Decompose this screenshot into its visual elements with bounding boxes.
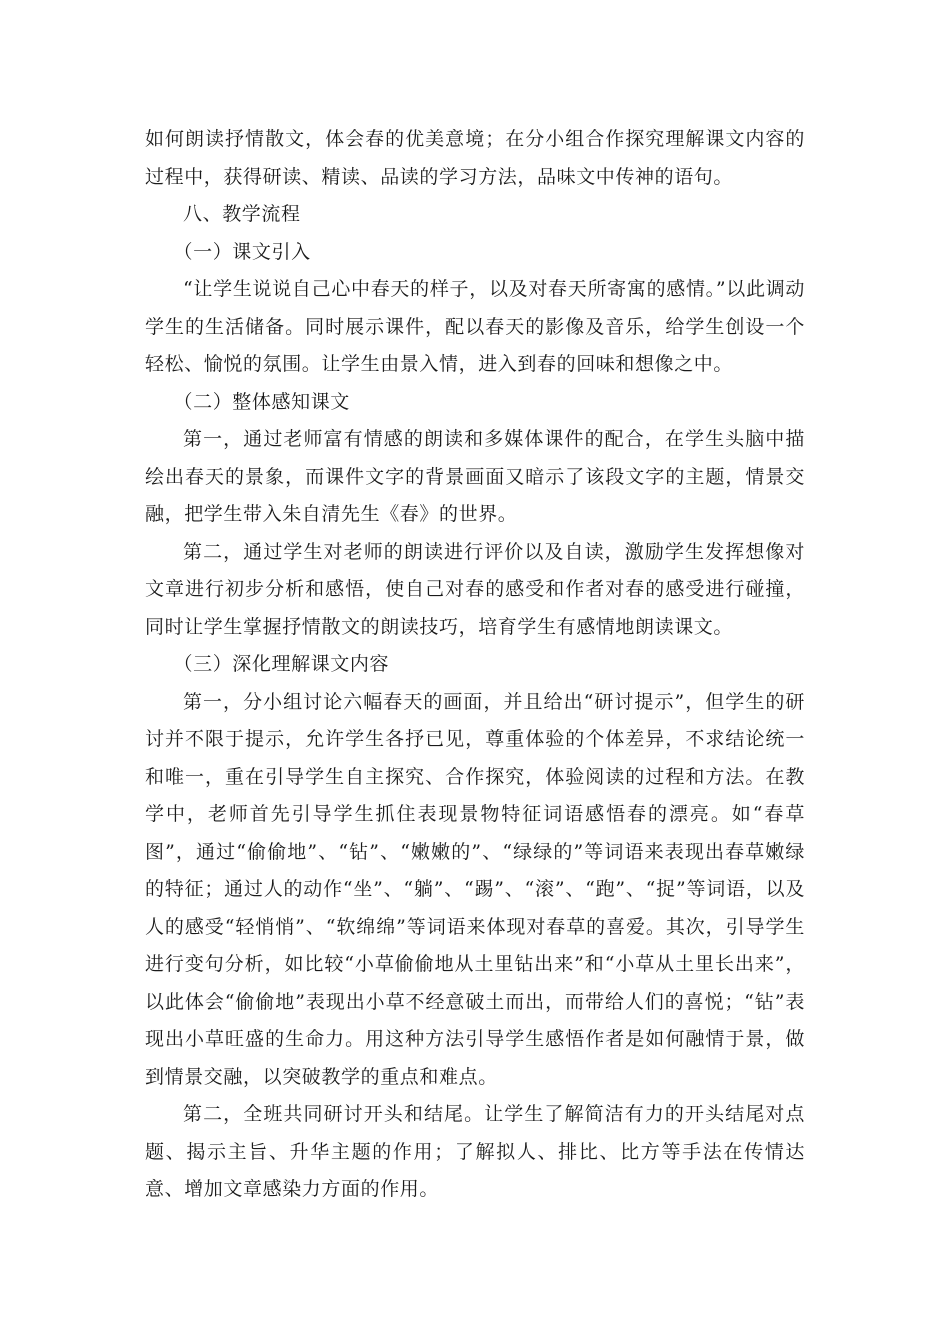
paragraph-understanding-second: 第二，全班共同研讨开头和结尾。让学生了解简洁有力的开头结尾对点题、揭示主旨、升华主题的作用；了解拟人、排比、比方等手法在传情达意、增加文章感染力方面的作用。 <box>145 1103 805 1200</box>
paragraph-understanding-first: 第一，分小组讨论六幅春天的画面，并且给出“研讨提示”，但学生的研讨并不限于提示，允许学生各抒已见，尊重体验的个体差异，不求结论统一和唯一，重在引导学生自主探究、合作探究，体验阅读的过程和方法。在教学中，老师首先引导学生抓住表现景物特征词语感悟春的漂亮。如“春草图”，通过“偷偷地”、“钻”、“嫩嫩的”、“绿绿的”等词语来表现出春草嫩绿的特征；通过人的动作“坐”、“躺”、“踢”、“滚”、“跑”、“捉”等词语，以及人的感受“轻悄悄”、“软绵绵”等词语来体现对春草的喜爱。其次，引导学生进行变句分析，如比较“小草偷偷地从土里钻出来”和“小草从土里长出来”，以此体会“偷偷地”表现出小草不经意破土而出，而带给人们的喜悦；“钻”表现出小草旺盛的生命力。用这种方法引导学生感悟作者是如何融情于景，做到情景交融，以突破教学的重点和难点。 <box>145 690 805 1088</box>
paragraph-continued: 如何朗读抒情散文，体会春的优美意境；在分小组合作探究理解课文内容的过程中，获得研读、精读、品读的学习方法，品味文中传神的语句。 <box>145 128 805 188</box>
paragraph-lesson-intro: “让学生说说自己心中春天的样子，以及对春天所寄寓的感情。”以此调动学生的生活储备。同时展示课件，配以春天的影像及音乐，给学生创设一个轻松、愉悦的氛围。让学生由景入情，进入到春的回味和想像之中。 <box>145 278 805 375</box>
paragraph-perception-second: 第二，通过学生对老师的朗读进行评价以及自读，激励学生发挥想像对文章进行初步分析和感悟，使自己对春的感受和作者对春的感受进行碰撞，同时让学生掌握抒情散文的朗读技巧，培育学生有感情地朗读课文。 <box>145 540 805 638</box>
section-heading-teaching-process: 八、教学流程 <box>183 203 301 225</box>
paragraph-perception-first: 第一，通过老师富有情感的朗读和多媒体课件的配合，在学生头脑中描绘出春天的景象，而课件文字的背景画面又暗示了该段文字的主题，情景交融，把学生带入朱自清先生《春》的世界。 <box>145 428 805 525</box>
subheading-deep-understanding: （三）深化理解课文内容 <box>173 653 390 675</box>
subheading-lesson-intro: （一）课文引入 <box>173 240 311 263</box>
document-body <box>145 121 805 1209</box>
subheading-overall-perception: （二）整体感知课文 <box>173 390 350 413</box>
